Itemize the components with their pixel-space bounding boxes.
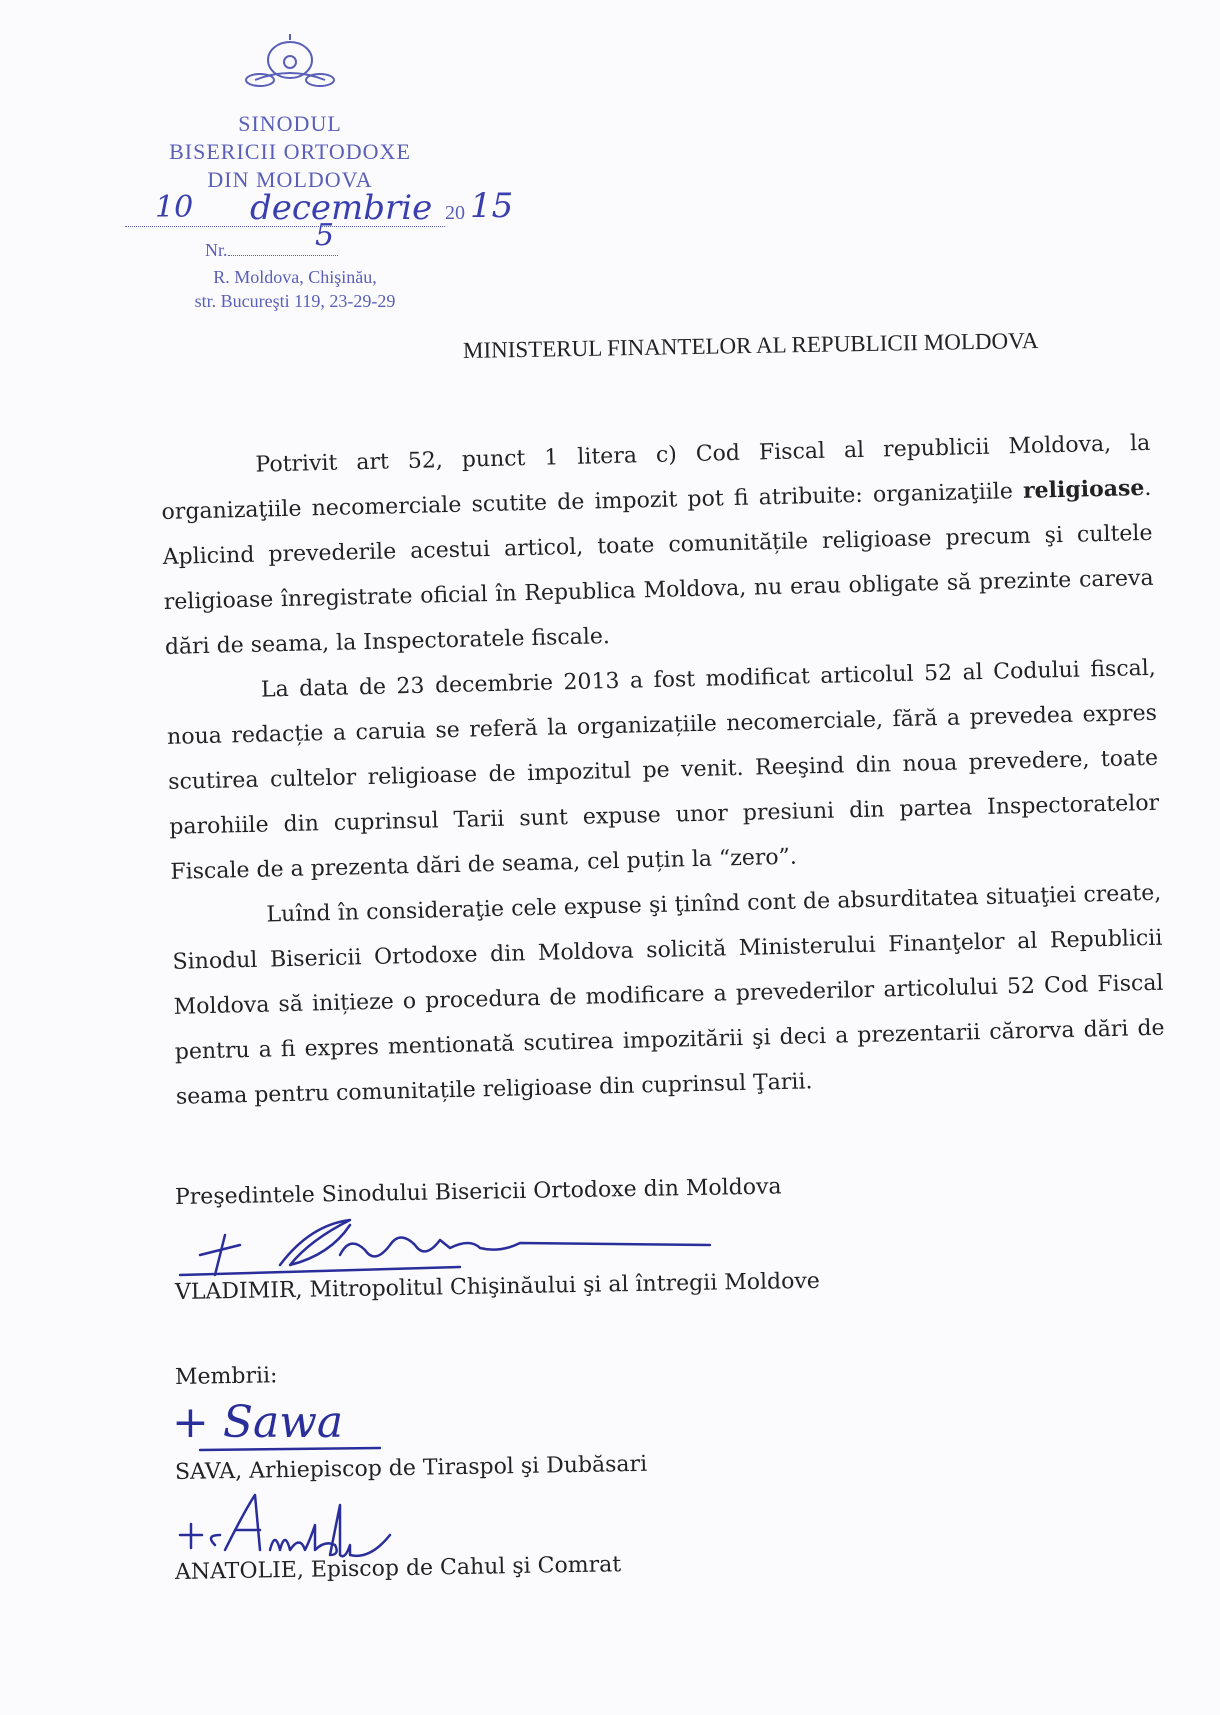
address (150, 265, 440, 313)
member2-name: ANATOLIE, Episcop de Cahul şi Comrat (174, 1552, 622, 1585)
date-day: 10 (155, 190, 194, 225)
date-year-printed: 20 (445, 202, 465, 224)
p1-bold: religioase (1022, 474, 1145, 504)
member1-name: SAVA, Arhiepiscop de Tiraspol şi Dubăsari (174, 1451, 648, 1485)
address-line-2: str. Bucureşti 119, 23-29-29 (194, 291, 396, 311)
paragraph-2: La data de 23 decembrie 2013 a fost modificat articolul 52 al Codului fiscal, noua redacție a caruia se referă la organizațiile necomerciale, fără a prevedea expres scutirea cultelor religioase de impozitul pe venit. Reeşind din noua prevedere, toate parohiile din cuprinsul Tarii sunt expuse unor presiuni din partea Inspectoratelor Fiscale de a prezenta dări de seama, cel puțin la “zero”. (166, 655, 1160, 885)
member2-signature (175, 1490, 445, 1560)
paragraph-3: Luînd în consideraţie cele expuse şi ţinînd cont de absurditatea situaţiei create, Sinodul Bisericii Ortodoxe din Moldova solicită Ministerului Finanţelor al Republicii Moldova să inițieze o procedura de modificare a prevederilor articolului 52 Cod Fiscal pentru a fi expres mentionată scutirea impozitării şi deci a prezentarii cărorva dări de seama pentru comunitațile religioase din cuprinsul Ţarii. (172, 880, 1165, 1110)
p1-text: Potrivit art 52, punct 1 litera c) Cod Fiscal al republicii Moldova, la organizaţiile necomerciale scutite de impozit pot fi atribuite: organizaţiile (161, 430, 1151, 525)
president-label: Preşedintele Sinodului Bisericii Ortodoxe din Moldova (174, 1174, 782, 1210)
letter-body (160, 421, 1166, 1120)
paragraph-1 (160, 421, 1155, 670)
nr-value: 5 (315, 218, 335, 253)
addressee: MINISTERUL FINANTELOR AL REPUBLICII MOLDOVA (462, 327, 1039, 363)
members-label: Membrii: (174, 1363, 278, 1390)
date-month: decembrie (250, 188, 433, 228)
nr-label: Nr. (205, 240, 228, 260)
date-year-handwritten: 15 (470, 186, 514, 226)
letterhead-stamp (140, 30, 440, 194)
document-number (205, 218, 338, 261)
address-line-1: R. Moldova, Chişinău, (213, 267, 377, 287)
p1-text-end: . Aplicind prevederile acestui articol, toate comunitățile religioase precum şi cultele religioase înregistrate oficial în Republica Moldova, nu erau obligate să prezinte careva dări de seama, la Inspectoratele fiscale. (162, 475, 1154, 660)
stamp-line-1: SINODUL (238, 111, 342, 136)
stamp-line-3: DIN MOLDOVA (207, 167, 373, 192)
member1-signature: + Sawa (172, 1397, 344, 1448)
stamp-line-2: BISERICII ORTODOXE (169, 139, 411, 164)
president-name: VLADIMIR, Mitropolitul Chişinăului şi al întregii Moldove (174, 1268, 821, 1305)
mitre-crest-icon (235, 30, 345, 90)
